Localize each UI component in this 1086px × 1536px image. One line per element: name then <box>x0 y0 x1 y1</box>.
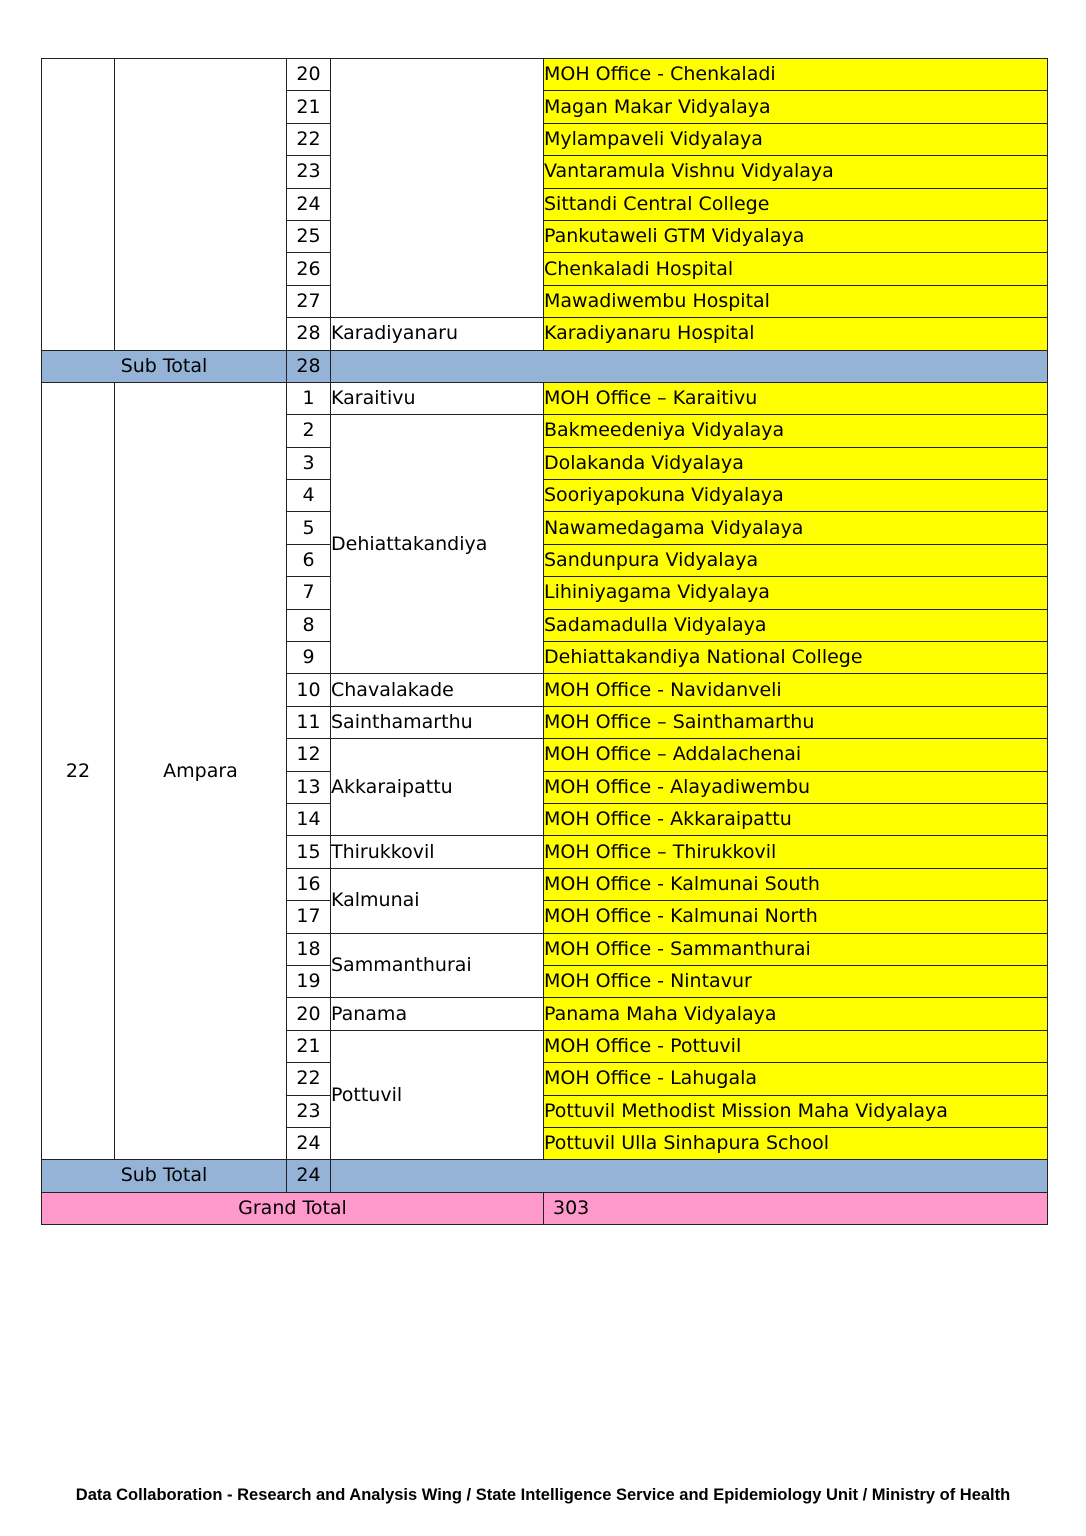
location-name: MOH Office - Alayadiwembu <box>544 771 1048 803</box>
location-name: Lihiniyagama Vidyalaya <box>544 577 1048 609</box>
location-name: Sooriyapokuna Vidyalaya <box>544 480 1048 512</box>
moh-area-name: Karaitivu <box>331 382 544 414</box>
row-number: 16 <box>287 868 331 900</box>
moh-area-name: Chavalakade <box>331 674 544 706</box>
row-number: 19 <box>287 965 331 997</box>
location-name: Vantaramula Vishnu Vidyalaya <box>544 156 1048 188</box>
row-number: 23 <box>287 156 331 188</box>
row-number: 15 <box>287 836 331 868</box>
subtotal-label: Sub Total <box>42 350 287 382</box>
row-number: 3 <box>287 447 331 479</box>
location-name: MOH Office - Sammanthurai <box>544 933 1048 965</box>
row-number: 13 <box>287 771 331 803</box>
subtotal-label: Sub Total <box>42 1160 287 1192</box>
district-number-cell <box>42 59 115 351</box>
subtotal-row <box>42 1160 1048 1192</box>
grand-total-value: 303 <box>544 1192 1048 1224</box>
location-name: MOH Office - Kalmunai South <box>544 868 1048 900</box>
location-name: Nawamedagama Vidyalaya <box>544 512 1048 544</box>
grand-total-label: Grand Total <box>42 1192 544 1224</box>
vaccination-centers-table <box>41 58 1048 1225</box>
location-name: Sadamadulla Vidyalaya <box>544 609 1048 641</box>
location-name: MOH Office – Thirukkovil <box>544 836 1048 868</box>
row-number: 24 <box>287 1127 331 1159</box>
location-name: MOH Office - Akkaraipattu <box>544 803 1048 835</box>
location-name: MOH Office - Navidanveli <box>544 674 1048 706</box>
row-number: 22 <box>287 123 331 155</box>
district-name-cell <box>115 59 287 351</box>
location-name: Magan Makar Vidyalaya <box>544 91 1048 123</box>
row-number: 7 <box>287 577 331 609</box>
location-name: Dolakanda Vidyalaya <box>544 447 1048 479</box>
moh-area-name: Thirukkovil <box>331 836 544 868</box>
row-number: 2 <box>287 415 331 447</box>
row-number: 21 <box>287 1030 331 1062</box>
location-name: Pottuvil Methodist Mission Maha Vidyalaya <box>544 1095 1048 1127</box>
location-name: Pankutaweli GTM Vidyalaya <box>544 220 1048 252</box>
location-name: MOH Office - Kalmunai North <box>544 901 1048 933</box>
row-number: 6 <box>287 544 331 576</box>
row-number: 12 <box>287 739 331 771</box>
location-name: MOH Office - Pottuvil <box>544 1030 1048 1062</box>
row-number: 11 <box>287 706 331 738</box>
row-number: 14 <box>287 803 331 835</box>
moh-area-name: Sammanthurai <box>331 933 544 998</box>
row-number: 8 <box>287 609 331 641</box>
moh-area-name: Karadiyanaru <box>331 318 544 350</box>
moh-area-name: Sainthamarthu <box>331 706 544 738</box>
location-name: MOH Office – Addalachenai <box>544 739 1048 771</box>
row-number: 18 <box>287 933 331 965</box>
row-number: 17 <box>287 901 331 933</box>
location-name: Panama Maha Vidyalaya <box>544 998 1048 1030</box>
subtotal-empty-cell <box>331 350 1048 382</box>
location-name: Bakmeedeniya Vidyalaya <box>544 415 1048 447</box>
row-number: 26 <box>287 253 331 285</box>
subtotal-row <box>42 350 1048 382</box>
location-name: MOH Office – Karaitivu <box>544 382 1048 414</box>
row-number: 23 <box>287 1095 331 1127</box>
row-number: 22 <box>287 1063 331 1095</box>
moh-area-name: Pottuvil <box>331 1030 544 1160</box>
row-number: 5 <box>287 512 331 544</box>
row-number: 9 <box>287 642 331 674</box>
location-name: Sandunpura Vidyalaya <box>544 544 1048 576</box>
row-number: 1 <box>287 382 331 414</box>
row-number: 24 <box>287 188 331 220</box>
row-number: 4 <box>287 480 331 512</box>
location-name: Dehiattakandiya National College <box>544 642 1048 674</box>
row-number: 25 <box>287 220 331 252</box>
moh-area-name: Kalmunai <box>331 868 544 933</box>
subtotal-value: 28 <box>287 350 331 382</box>
page-footer: Data Collaboration - Research and Analysis Wing / State Intelligence Service and Epidemiology Unit / Ministry of Health <box>75 1486 1011 1504</box>
location-name: Mawadiwembu Hospital <box>544 285 1048 317</box>
subtotal-empty-cell <box>331 1160 1048 1192</box>
location-name: MOH Office - Nintavur <box>544 965 1048 997</box>
district-name: Ampara <box>115 382 287 1159</box>
location-name: Karadiyanaru Hospital <box>544 318 1048 350</box>
grand-total-row <box>42 1192 1048 1224</box>
moh-area-name: Akkaraipattu <box>331 739 544 836</box>
moh-area-name: Panama <box>331 998 544 1030</box>
moh-area-name: Dehiattakandiya <box>331 415 544 674</box>
row-number: 28 <box>287 318 331 350</box>
row-number: 27 <box>287 285 331 317</box>
location-name: Sittandi Central College <box>544 188 1048 220</box>
location-name: MOH Office – Sainthamarthu <box>544 706 1048 738</box>
subtotal-value: 24 <box>287 1160 331 1192</box>
location-name: MOH Office - Chenkaladi <box>544 59 1048 91</box>
row-number: 20 <box>287 998 331 1030</box>
table-row <box>42 59 1048 91</box>
table-row <box>42 382 1048 414</box>
row-number: 21 <box>287 91 331 123</box>
location-name: Mylampaveli Vidyalaya <box>544 123 1048 155</box>
row-number: 10 <box>287 674 331 706</box>
district-number: 22 <box>42 382 115 1159</box>
row-number: 20 <box>287 59 331 91</box>
moh-area-cell <box>331 59 544 318</box>
location-name: Chenkaladi Hospital <box>544 253 1048 285</box>
location-name: Pottuvil Ulla Sinhapura School <box>544 1127 1048 1159</box>
location-name: MOH Office - Lahugala <box>544 1063 1048 1095</box>
